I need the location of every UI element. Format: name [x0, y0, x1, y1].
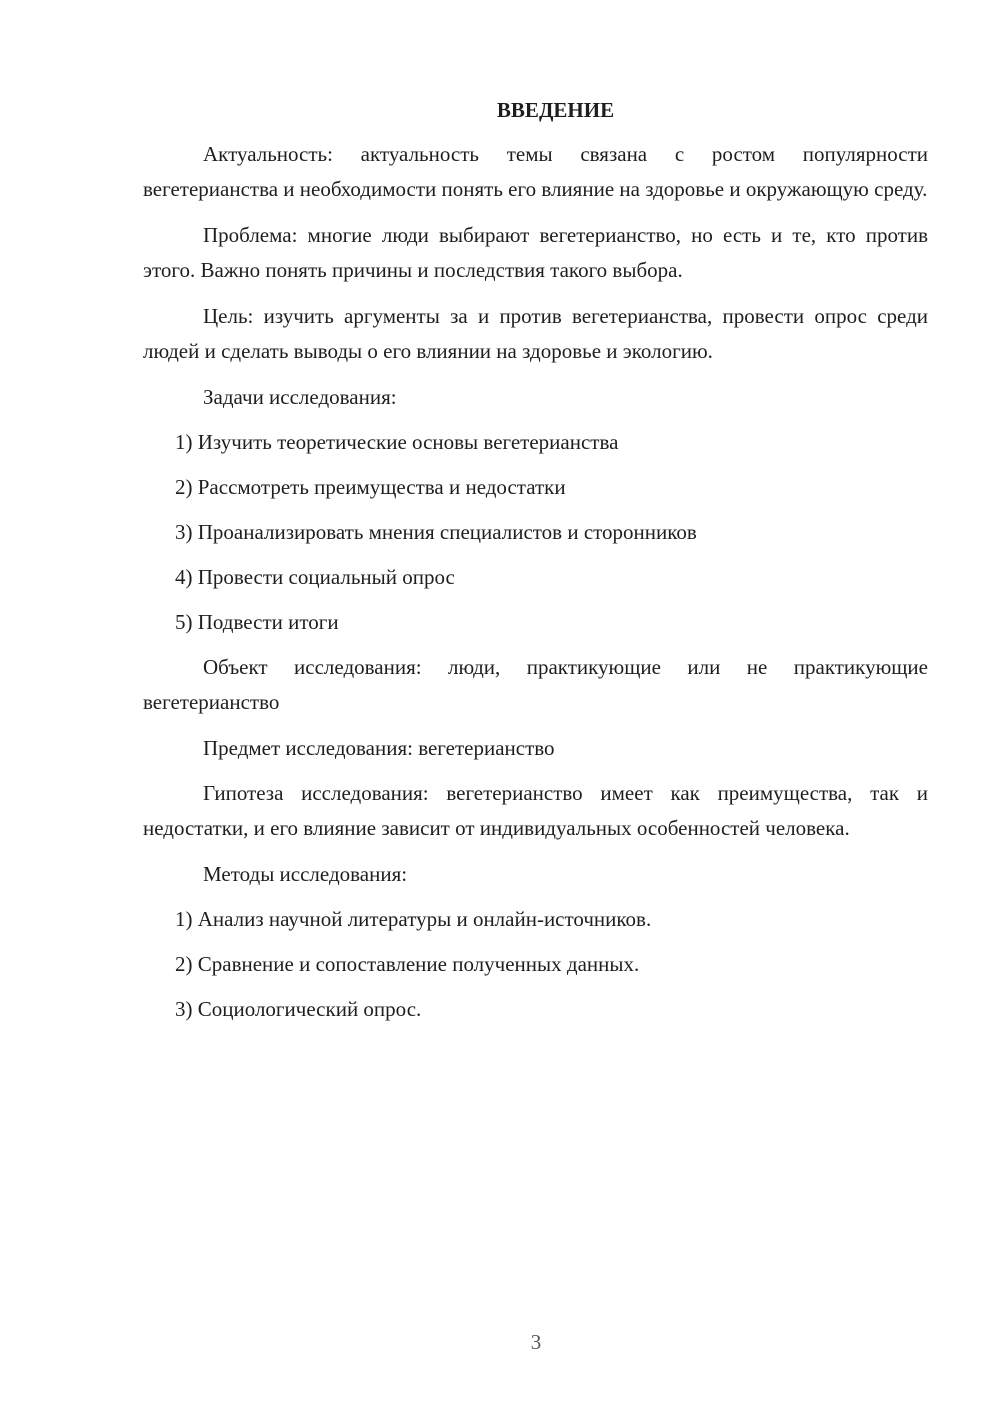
methods-list-item: 1) Анализ научной литературы и онлайн-источников.: [175, 907, 652, 931]
relevance-paragraph: Актуальность: актуальность темы связана с ростом популярности вегетерианства и необходимости понять его влияние на здоровье и окружающую среду.: [143, 142, 928, 201]
tasks-list-item: 5) Подвести итоги: [175, 610, 339, 634]
goal-paragraph: Цель: изучить аргументы за и против вегетерианства, провести опрос среди людей и сделать выводы о его влиянии на здоровье и экологию.: [143, 304, 928, 363]
methods-list-item: 2) Сравнение и сопоставление полученных данных.: [175, 952, 640, 976]
tasks-list-item: 3) Проанализировать мнения специалистов и сторонников: [175, 520, 697, 544]
tasks-list-item: 1) Изучить теоретические основы вегетерианства: [175, 430, 619, 454]
methods-list-item: 3) Социологический опрос.: [175, 997, 422, 1021]
tasks-title: Задачи исследования:: [203, 385, 397, 409]
tasks-list-item: 2) Рассмотреть преимущества и недостатки: [175, 475, 566, 499]
hypothesis-paragraph: Гипотеза исследования: вегетерианство имеет как преимущества, так и недостатки, и его влияние зависит от индивидуальных особенностей человека.: [143, 781, 928, 840]
subject-paragraph: Предмет исследования: вегетерианство: [203, 736, 555, 760]
methods-title: Методы исследования:: [203, 862, 408, 886]
tasks-list: [143, 425, 928, 640]
page-content: [143, 95, 928, 1037]
methods-list: [143, 902, 928, 1027]
tasks-list-item: 4) Провести социальный опрос: [175, 565, 455, 589]
object-paragraph: Объект исследования: люди, практикующие или не практикующие вегетерианство: [143, 655, 928, 714]
section-heading: ВВЕДЕНИЕ: [496, 98, 615, 122]
page-number: 3: [530, 1330, 542, 1354]
problem-paragraph: Проблема: многие люди выбирают вегетерианство, но есть и те, кто против этого. Важно понять причины и последствия такого выбора.: [143, 223, 928, 282]
